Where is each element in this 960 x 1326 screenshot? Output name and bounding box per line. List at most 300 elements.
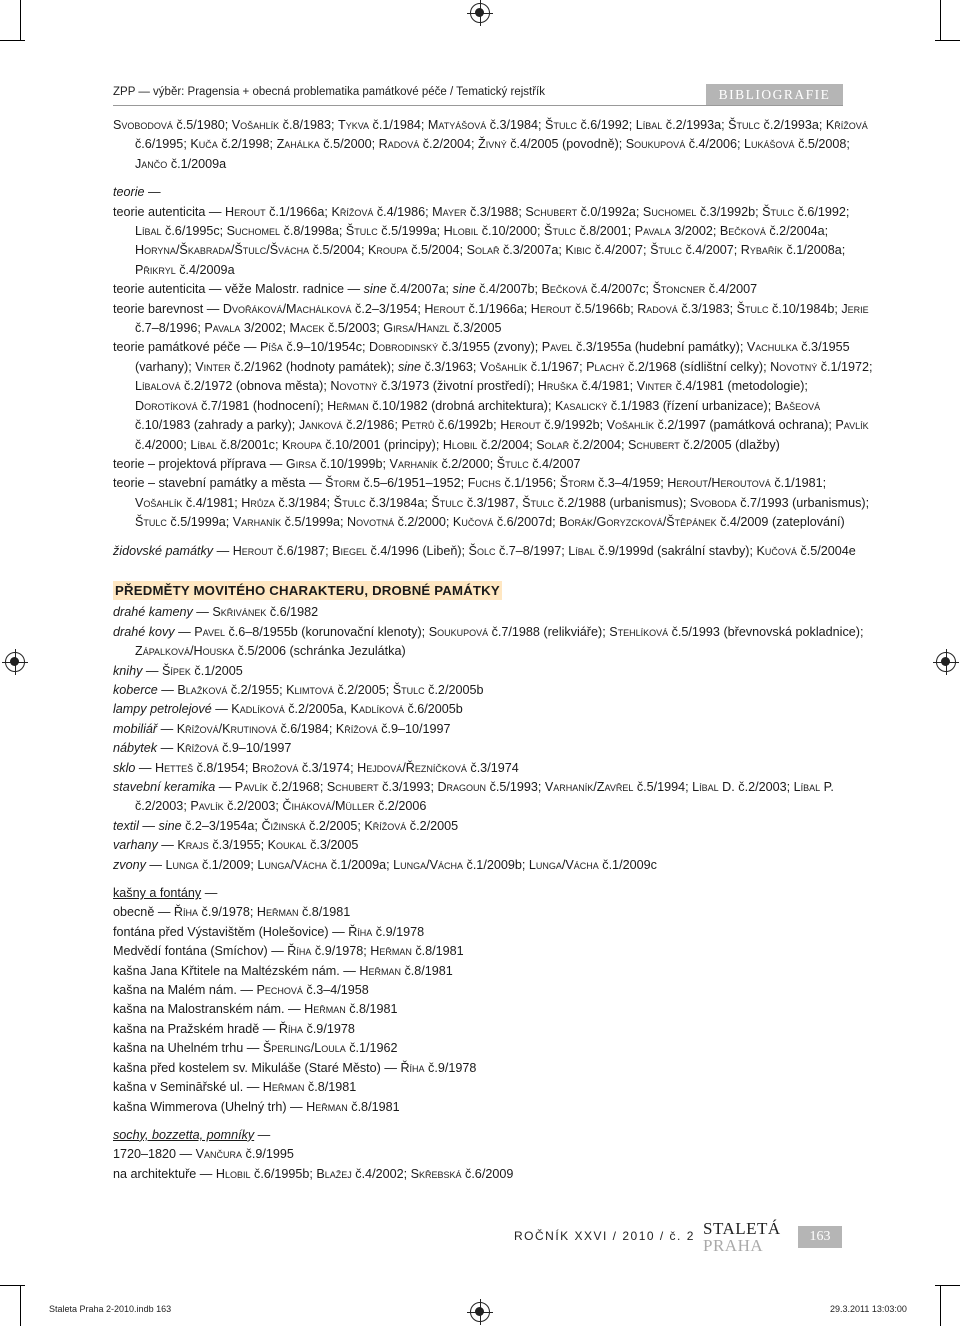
entry-text: č.5/2000;: [323, 137, 379, 152]
entry-text: č.4/1996 (Libeň);: [370, 543, 469, 558]
author-name: Soukupová: [428, 624, 492, 639]
author-name: Hlobil: [442, 437, 481, 452]
author-name: Mayer: [432, 204, 471, 219]
entry-text: teorie: [113, 185, 145, 200]
author-name: Křížová/Krutinová: [176, 721, 281, 736]
entry-text: nábytek: [113, 741, 158, 756]
print-slug-file: Staleta Praha 2-2010.indb 163: [49, 1304, 172, 1314]
journal-logo-line1: STALETÁ: [703, 1219, 781, 1238]
author-name: Hlobil: [443, 224, 482, 239]
entry-text: č.5/1966b;: [574, 301, 638, 316]
entry-text: č.2/1962 (hodnoty památek);: [234, 359, 398, 374]
author-name: Štulc: [431, 495, 467, 510]
author-name: Zahálka: [276, 137, 324, 152]
entry-text: č.3/1974;: [301, 760, 358, 775]
author-name: Blažej: [316, 1166, 356, 1181]
entry-text: 3/2002;: [674, 224, 720, 239]
entry-text: kašna na Malém nám. —: [113, 983, 257, 998]
entry-text: č.3/1974: [470, 760, 519, 775]
author-name: Čižinská: [261, 818, 310, 833]
author-name: Bečková: [541, 282, 591, 297]
author-name: Janková: [298, 418, 347, 433]
author-name: Líbal: [135, 224, 166, 239]
index-entry: [113, 884, 873, 903]
index-entry: [113, 856, 873, 875]
entry-text: č.2/1998;: [221, 137, 277, 152]
entry-text: č.2/2004;: [480, 437, 537, 452]
entry-text: č.9/1992b;: [544, 418, 607, 433]
entry-text: č.4/2009a: [179, 262, 235, 277]
author-name: Vinter: [636, 379, 676, 394]
header-rule: [113, 105, 843, 106]
author-name: Kadlíková: [350, 702, 408, 717]
index-entry: [113, 662, 873, 681]
entry-text: č.6/1982: [269, 605, 319, 620]
index-entry: [113, 700, 873, 719]
author-name: Kibic: [565, 243, 595, 258]
entry-text: č.2/2004a;: [769, 224, 829, 239]
entry-text: kašna v Semināřské ul. —: [113, 1080, 263, 1095]
author-name: Solař: [466, 243, 503, 258]
author-name: Stehlíková: [609, 624, 672, 639]
crop-mark: [940, 1285, 941, 1326]
author-name: Říha: [287, 944, 315, 959]
author-name: Horyna/Škabrada/Štulc/Švácha: [135, 243, 313, 258]
author-name: Živný: [478, 137, 511, 152]
entry-text: č.5/2008;: [798, 137, 850, 152]
entry-text: č.3/2005: [453, 321, 502, 336]
author-name: Hetteš: [155, 760, 197, 775]
entry-text: č.0/1992a;: [580, 204, 643, 219]
author-name: Schubert: [628, 437, 684, 452]
entry-text: č.1/2009c: [602, 857, 657, 872]
author-name: Vošahlík: [606, 418, 658, 433]
index-entry: [113, 338, 873, 454]
index-entry: [113, 1126, 873, 1145]
author-name: Radová: [637, 301, 682, 316]
author-name: Štulc: [333, 495, 370, 510]
author-name: Herout/Heroutová: [667, 476, 775, 491]
entry-text: sine: [397, 359, 422, 374]
index-entry: [113, 923, 873, 942]
entry-text: koberce: [113, 682, 158, 697]
author-name: Borák/Goryzcková/Štěpánek: [559, 515, 721, 530]
index-entry: [113, 981, 873, 1000]
index-entry: [113, 903, 873, 922]
index-entry: [113, 942, 873, 961]
entry-text: kašna před kostelem sv. Mikuláše (Staré Město) —: [113, 1060, 401, 1075]
entry-text: č.1/2008a;: [786, 243, 846, 258]
entry-text: varhany: [113, 838, 158, 853]
index-entry: [113, 681, 873, 700]
author-name: Vošahlík: [231, 118, 283, 132]
print-slug-date: 29.3.2011 13:03:00: [830, 1304, 907, 1314]
crop-mark: [0, 1285, 25, 1286]
author-name: Schubert: [525, 204, 581, 219]
author-name: Fuchs: [467, 476, 505, 491]
entry-text: č.2/1988 (urbanismus);: [557, 495, 690, 510]
index-entry: [113, 183, 873, 202]
author-name: Lukášová: [744, 137, 799, 152]
author-name: Soukupová: [625, 137, 689, 152]
entry-text: č.5/2004;: [411, 243, 467, 258]
entry-text: č.3/1955 (varhany);: [135, 340, 850, 374]
entry-text: fontána před Výstavištěm (Holešovice) —: [113, 924, 349, 939]
entry-text: —: [145, 857, 166, 872]
entry-text: č.9/1978;: [314, 944, 371, 959]
author-name: Líbal: [568, 543, 599, 558]
author-name: Pavlík: [835, 418, 869, 433]
author-name: Říha: [278, 1021, 307, 1036]
author-name: Svobodová: [113, 118, 177, 132]
entry-text: č.2/1968 (sídlištní celky);: [628, 359, 771, 374]
author-name: Heřman: [256, 905, 302, 920]
entry-text: č.2/2004;: [572, 437, 629, 452]
entry-text: č.3–4/1958: [306, 983, 369, 998]
entry-text: č.1/1966a;: [269, 204, 332, 219]
entry-text: teorie památkové péče —: [113, 340, 261, 355]
entry-text: č.3/2007a;: [503, 243, 566, 258]
entry-text: č.8/1981: [301, 905, 351, 920]
entry-text: č.6/2007d;: [496, 515, 560, 530]
entry-text: č.3/1984a;: [369, 495, 432, 510]
author-name: Kasalický: [554, 398, 611, 413]
index-entry: [113, 455, 873, 474]
index-entry: [113, 116, 873, 174]
entry-text: —: [211, 702, 232, 717]
entry-text: č.9/1999d (sakrální stavby);: [598, 543, 757, 558]
author-name: Svoboda: [689, 495, 741, 510]
author-name: Dragoun: [437, 780, 490, 794]
entry-text: č.3/1984;: [278, 495, 334, 510]
entry-text: na architektuře —: [113, 1166, 216, 1181]
entry-text: —: [138, 818, 159, 833]
author-name: Rybařík: [740, 243, 787, 258]
entry-text: —: [157, 838, 178, 853]
entry-text: č.6/1995c;: [165, 224, 227, 239]
entry-text: zvony: [113, 857, 146, 872]
section-heading-row: [113, 581, 873, 601]
entry-text: č.2–3/1954;: [355, 301, 425, 316]
author-name: Vošahlík: [135, 495, 186, 510]
entry-text: č.1/1966a;: [468, 301, 531, 316]
index-entry: [113, 542, 873, 561]
entry-text: č.5/2006 (schránka Jezulátka): [237, 644, 406, 659]
author-name: Herout: [424, 301, 469, 316]
entry-text: č.1/1983 (řízení urbanizace);: [610, 398, 775, 413]
entry-text: č.10/1982 (drobná architektura);: [372, 398, 555, 413]
author-name: Vinter: [195, 359, 235, 374]
entry-text: č.1/2009a: [170, 156, 227, 171]
author-name: Kroupa: [368, 243, 412, 258]
registration-mark-icon: [470, 3, 490, 23]
author-name: Líbal: [190, 437, 221, 452]
entry-text: lampy petrolejové: [113, 702, 212, 717]
entry-text: sine: [158, 818, 182, 833]
entry-text: sine: [452, 282, 476, 297]
author-name: Křížová: [825, 118, 868, 132]
author-name: Lunga/Vácha: [257, 857, 331, 872]
entry-text: č.2/2005 (dlažby): [683, 437, 780, 452]
index-entry: [113, 1059, 873, 1078]
crop-mark: [20, 1285, 21, 1326]
entry-text: č.10/1984b;: [772, 301, 842, 316]
author-name: Pechová: [256, 983, 307, 998]
author-name: Novotný: [770, 359, 821, 374]
entry-text: č.3–4/1959;: [597, 476, 668, 491]
entry-text: č.9–10/1954c;: [286, 340, 370, 355]
author-name: Dvořáková/Machálková: [222, 301, 356, 316]
author-name: Pavel: [194, 624, 229, 639]
entry-text: č.4/2000;: [135, 437, 191, 452]
entry-text: —: [201, 886, 218, 901]
author-name: Lunga/Vácha: [393, 857, 467, 872]
author-name: Křížová: [176, 741, 223, 756]
author-name: Klimtová: [286, 682, 338, 697]
entry-text: teorie autenticita — věže Malostr. radnice —: [113, 282, 364, 297]
entry-text: č.6/1995;: [135, 137, 191, 152]
author-name: Líbal P.: [793, 780, 834, 794]
entry-text: sochy, bozzetta, pomníky: [113, 1127, 255, 1142]
author-name: Kadlíková: [231, 702, 289, 717]
index-entry: [113, 1020, 873, 1039]
entry-text: teorie autenticita —: [113, 204, 226, 219]
entry-text: č.2/2005;: [309, 818, 365, 833]
author-name: Krajs: [177, 838, 213, 853]
entry-text: č.4/1981;: [581, 379, 637, 394]
entry-text: č.4/1986;: [376, 204, 433, 219]
author-name: Štorm: [325, 476, 364, 491]
entry-text: č.6/1992;: [580, 118, 636, 132]
entry-text: sine: [363, 282, 387, 297]
author-name: Štorm: [559, 476, 598, 491]
entry-text: č.2/1997 (památková ochrana);: [657, 418, 836, 433]
author-name: Líbal D.: [692, 780, 739, 794]
entry-text: č.2/2004;: [422, 137, 479, 152]
author-name: Štulc: [728, 118, 764, 132]
author-name: Pavlík: [190, 799, 228, 814]
author-name: Vachulka: [746, 340, 802, 355]
author-name: Novotný: [330, 379, 381, 394]
entry-text: č.2/2000;: [441, 456, 497, 471]
entry-text: č.9–10/1997: [381, 721, 451, 736]
author-name: Pavala: [634, 224, 675, 239]
author-name: Hrůza: [241, 495, 279, 510]
entry-text: č.4/1981;: [185, 495, 242, 510]
index-entry: [113, 1098, 873, 1117]
index-entry: [113, 1145, 873, 1164]
entry-text: č.4/2002;: [355, 1166, 411, 1181]
entry-text: č.2/1993a;: [665, 118, 729, 132]
entry-text: č.1/1981;: [774, 476, 827, 491]
entry-text: č.4/2007: [532, 456, 581, 471]
spacer: [113, 1117, 873, 1126]
entry-text: kašna na Uhelném trhu —: [113, 1041, 263, 1056]
entry-text: č.7/1981 (hodnocení);: [201, 398, 328, 413]
entry-text: č.2/2000;: [397, 515, 453, 530]
entry-text: —: [157, 741, 177, 756]
author-name: Lunga/Vácha: [528, 857, 603, 872]
author-name: Vošahlík: [479, 359, 531, 374]
entry-text: kašna na Malostranském nám. —: [113, 1002, 305, 1017]
entry-text: č.6/2009: [465, 1166, 514, 1181]
crop-mark: [940, 0, 941, 40]
section-label: BIBLIOGRAFIE: [706, 84, 843, 105]
entry-text: č.7/1988 (relikviáře);: [491, 624, 610, 639]
entry-text: č.4/2006;: [688, 137, 745, 152]
entry-text: č.1/1972;: [820, 359, 873, 374]
author-name: Přikryl: [135, 262, 180, 277]
entry-text: č.3/1984;: [489, 118, 546, 132]
entry-text: obecně —: [113, 905, 174, 920]
entry-text: č.2/2005;: [337, 682, 393, 697]
author-name: Píša: [260, 340, 287, 355]
entry-text: č.8/1954;: [196, 760, 252, 775]
entry-text: —: [213, 543, 233, 558]
author-name: Štulc: [545, 118, 581, 132]
index-entry: [113, 817, 873, 836]
author-name: Skřebská: [410, 1166, 466, 1181]
entry-text: č.5/1994;: [636, 780, 693, 794]
entry-text: č.8/2001c;: [220, 437, 282, 452]
author-name: Čiháková/Müller: [282, 799, 379, 814]
entry-text: č.2/1968;: [271, 780, 327, 794]
entry-text: č.8/1981: [349, 1002, 398, 1017]
entry-text: —: [254, 1127, 271, 1142]
author-name: Štulc: [650, 243, 686, 258]
entry-text: č.8/2001;: [579, 224, 635, 239]
spacer: [113, 875, 873, 884]
entry-text: č.9–10/1997: [222, 741, 292, 756]
entry-text: č.2/1993a;: [763, 118, 826, 132]
index-entry: [113, 962, 873, 981]
entry-text: č.8/1981: [307, 1080, 357, 1095]
index-entry: [113, 603, 873, 622]
entry-text: č.3/1955a (hudební památky);: [576, 340, 747, 355]
entry-text: č.10/2000;: [481, 224, 545, 239]
author-name: Štulc: [496, 456, 533, 471]
author-name: Jerie: [841, 301, 869, 316]
index-entry: [113, 474, 873, 532]
registration-mark-icon: [936, 652, 956, 672]
entry-text: PŘEDMĚTY MOVITÉHO CHARAKTERU, DROBNÉ PAMÁTKY: [115, 582, 500, 598]
spacer: [113, 174, 873, 183]
entry-text: č.2/2005a,: [288, 702, 351, 717]
entry-text: drahé kovy: [113, 624, 175, 639]
crop-mark: [935, 40, 960, 41]
registration-mark-icon: [470, 1302, 490, 1322]
page-number: 163: [798, 1226, 842, 1248]
entry-text: č.3/1973 (životní prostředí);: [380, 379, 538, 394]
author-name: Varhaník/Zavřel: [544, 780, 637, 794]
index-entry: [113, 1078, 873, 1097]
author-name: Varhaník: [232, 515, 285, 530]
index-entry: [113, 778, 873, 817]
bibliography-index: [113, 116, 873, 1184]
author-name: Brožová: [251, 760, 302, 775]
entry-text: —: [142, 663, 162, 678]
author-name: Šperling/Loula: [262, 1041, 350, 1056]
entry-text: č.10/2001 (principy);: [325, 437, 443, 452]
author-name: Šípek: [162, 663, 195, 678]
entry-text: č.6/1987;: [276, 543, 333, 558]
author-name: Blažková: [177, 682, 231, 697]
author-name: Herout: [530, 301, 575, 316]
entry-text: č.8/1998a;: [283, 224, 346, 239]
entry-text: č.8/1981: [351, 1099, 400, 1114]
author-name: Říha: [400, 1060, 429, 1075]
entry-text: drahé kameny: [113, 605, 193, 620]
entry-text: č.6/1984;: [280, 721, 336, 736]
entry-text: č.9/1995: [245, 1147, 294, 1162]
entry-text: č.3/1955 (zvony);: [441, 340, 542, 355]
author-name: Štulc: [392, 682, 429, 697]
author-name: Štulc: [135, 515, 171, 530]
author-name: Heřman: [304, 1002, 350, 1017]
author-name: Kučová: [452, 515, 497, 530]
entry-text: č.3/1963;: [421, 359, 480, 374]
author-name: Bečková: [719, 224, 770, 239]
entry-text: č.1/1956;: [504, 476, 560, 491]
entry-text: č.7/1993 (urbanismus);: [740, 495, 870, 510]
author-name: Heřman: [370, 944, 416, 959]
entry-text: č.9/1978;: [201, 905, 257, 920]
author-name: Heřman: [327, 398, 373, 413]
entry-text: č.3/1987,: [466, 495, 523, 510]
author-name: Říha: [173, 905, 202, 920]
entry-text: č.2/2003;: [227, 799, 283, 814]
author-name: Kučová: [756, 543, 801, 558]
entry-text: č.2–3/1954a;: [181, 818, 262, 833]
entry-text: č.9/1978: [428, 1060, 477, 1075]
author-name: Macek: [289, 321, 328, 336]
entry-text: č.1/1962: [349, 1041, 398, 1056]
crop-mark: [0, 40, 25, 41]
author-name: Suchomel: [642, 204, 700, 219]
entry-text: kašny a fontány: [113, 886, 202, 901]
index-entry: [113, 623, 873, 662]
entry-text: č.5/1999a;: [284, 515, 347, 530]
author-name: Dobrodinský: [369, 340, 442, 355]
entry-text: —: [135, 760, 155, 775]
crop-mark: [20, 0, 21, 40]
entry-text: č.5–6/1951–1952;: [363, 476, 468, 491]
entry-text: kašna Wimmerova (Uhelný trh) —: [113, 1099, 307, 1114]
author-name: Plachý: [586, 359, 629, 374]
author-name: Štulc: [345, 224, 382, 239]
entry-text: č.6/1992b;: [437, 418, 501, 433]
author-name: Štulc: [522, 495, 558, 510]
entry-text: č.6/1995b;: [254, 1166, 317, 1181]
entry-text: č.3/1992b;: [699, 204, 763, 219]
author-name: Zápalková/Houska: [135, 644, 238, 659]
author-name: Pavel: [541, 340, 577, 355]
author-name: Novotná: [346, 515, 398, 530]
entry-text: č.1/1967;: [530, 359, 587, 374]
index-entry: [113, 1000, 873, 1019]
index-entry: [113, 1039, 873, 1058]
entry-text: 1720–1820 —: [113, 1147, 196, 1162]
entry-text: č.8/1981: [415, 944, 464, 959]
entry-text: č.4/2007;: [685, 243, 741, 258]
author-name: Křížová: [331, 204, 377, 219]
entry-text: č.8/1981: [404, 963, 453, 978]
entry-text: —: [144, 185, 161, 200]
entry-text: stavební keramika: [113, 780, 216, 794]
entry-text: č.1/2009;: [202, 857, 258, 872]
entry-text: č.5/1999a;: [170, 515, 233, 530]
entry-text: č.6/2005b: [407, 702, 463, 717]
